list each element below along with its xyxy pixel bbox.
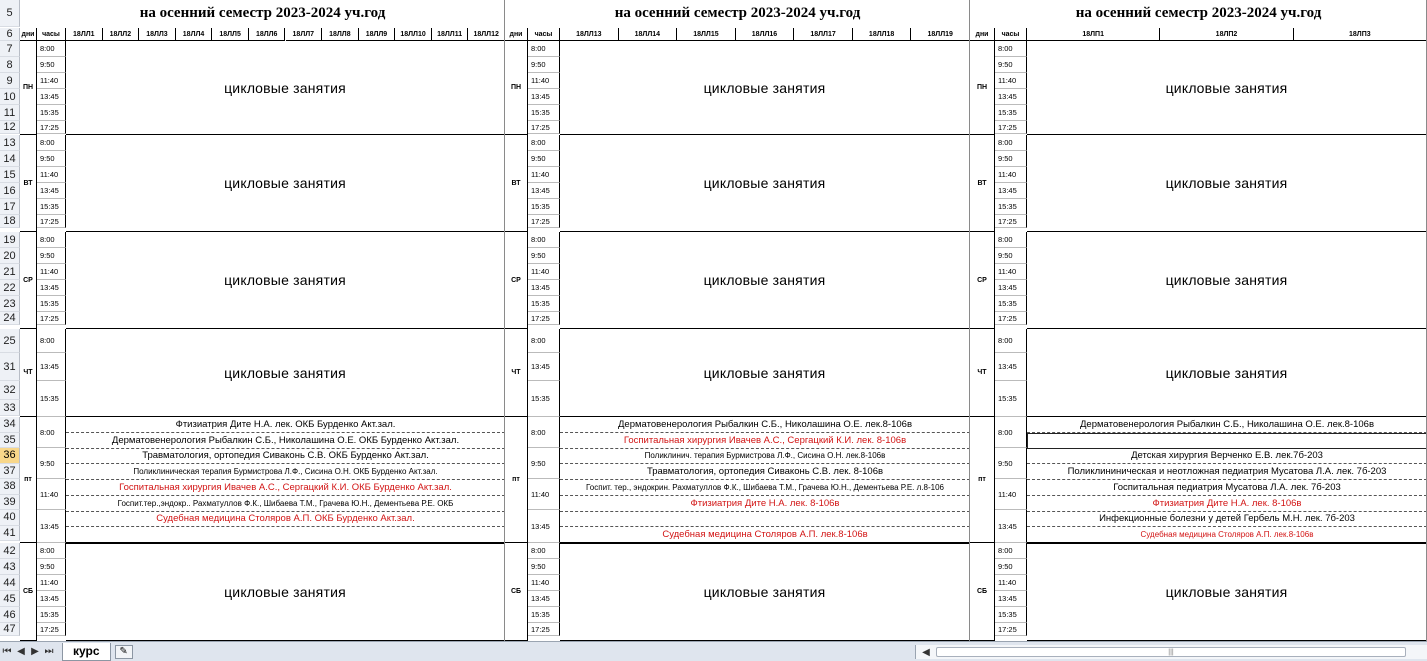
time-cell: 9:50 [37, 448, 66, 479]
hours-header: часы [995, 28, 1027, 41]
group-header: 18ЛЛ2 [103, 28, 140, 41]
row-header[interactable]: 34 [0, 417, 20, 433]
time-cell: 11:40 [528, 73, 560, 89]
time-cell: 8:00 [528, 329, 560, 353]
time-cell: 15:35 [37, 607, 66, 623]
days-header: дни [970, 28, 995, 41]
group-header: 18ЛП3 [1294, 28, 1427, 41]
cycle-classes-block[interactable]: циклoвые занятия [560, 543, 970, 641]
time-cell: 15:35 [995, 607, 1027, 623]
sheet-tab-bar [0, 641, 1427, 661]
row-header[interactable]: 20 [0, 248, 20, 264]
nav-next-icon[interactable]: ▶ [31, 646, 39, 657]
time-cell: 15:35 [37, 199, 66, 215]
cycle-classes-block[interactable]: циклoвые занятия [1027, 543, 1427, 641]
cycle-classes-block[interactable]: циклoвые занятия [66, 232, 505, 329]
friday-lecture-row[interactable]: Травматология, ортопедия Сиваконь С.В. ОКБ Бурденко Акт.зал. [66, 449, 505, 465]
time-cell: 9:50 [37, 57, 66, 73]
time-cell: 9:50 [528, 559, 560, 575]
time-cell: 13:45 [528, 89, 560, 105]
time-cell: 13:45 [37, 510, 66, 543]
time-cell: 15:35 [528, 105, 560, 121]
group-header: 18ЛЛ5 [212, 28, 249, 41]
time-cell: 15:35 [37, 105, 66, 121]
time-cell: 13:45 [37, 591, 66, 607]
time-cell: 15:35 [995, 296, 1027, 312]
time-cell: 13:45 [37, 280, 66, 296]
row-header[interactable]: 33 [0, 400, 20, 416]
friday-lecture-row[interactable]: Фтизиатрия Дите Н.А. лек. ОКБ Бурденко Акт.зал. [66, 417, 505, 433]
time-cell: 17:25 [528, 121, 560, 134]
group-header: 18ЛЛ16 [736, 28, 795, 41]
friday-lecture-row[interactable]: Госпитальная хирургия Ивачев А.С., Сергацкий К.И. лек. 8-106в [560, 433, 970, 449]
time-cell: 8:00 [37, 232, 66, 248]
group-header: 18ЛЛ12 [468, 28, 505, 41]
cycle-classes-block[interactable]: циклoвые занятия [66, 329, 505, 417]
group-header: 18ЛЛ8 [322, 28, 359, 41]
row-header[interactable]: 14 [0, 151, 20, 167]
row-header[interactable]: 45 [0, 591, 20, 607]
time-cell: 17:25 [528, 215, 560, 228]
time-cell: 8:00 [528, 135, 560, 151]
group-header: 18ЛЛ13 [560, 28, 619, 41]
row-header[interactable]: 41 [0, 526, 20, 542]
time-cell: 8:00 [528, 543, 560, 559]
time-cell: 15:35 [995, 199, 1027, 215]
group-header: 18ЛЛ11 [432, 28, 469, 41]
friday-lecture-row[interactable]: Поликлиническая терапия Бурмистрова Л.Ф., Сисина О.Н. ОКБ Бурденко Акт.зал. [66, 464, 505, 480]
group-header: 18ЛП2 [1160, 28, 1293, 41]
row-header[interactable]: 13 [0, 135, 20, 151]
day-label-sat: СБ [970, 543, 995, 641]
day-label-sat: СБ [20, 543, 37, 641]
cycle-classes-block[interactable]: циклoвые занятия [1027, 329, 1427, 417]
time-cell: 17:25 [528, 312, 560, 325]
time-cell: 15:35 [995, 381, 1027, 417]
friday-lecture-row[interactable]: Дерматовенерология Рыбалкин С.Б., Николашина О.Е. лек.8-106в [560, 417, 970, 433]
time-cell: 15:35 [528, 381, 560, 417]
time-cell: 11:40 [528, 264, 560, 280]
day-label-fri: пт [20, 417, 37, 543]
friday-lecture-row[interactable]: Госпитальная педиатрия Мусатова Л.А. лек. 7б-203 [1027, 480, 1427, 496]
friday-lecture-row[interactable]: Фтизиатрия Дите Н.А. лек. 8-106в [560, 496, 970, 512]
row-header[interactable]: 8 [0, 57, 20, 73]
day-label-wed: СР [20, 232, 37, 329]
time-cell: 13:45 [528, 591, 560, 607]
time-cell: 13:45 [995, 510, 1027, 543]
time-cell: 11:40 [37, 73, 66, 89]
row-header[interactable]: 36 [0, 448, 20, 464]
semester-title: на осенний семестр 2023-2024 уч.год [1075, 5, 1322, 21]
time-cell: 17:25 [995, 312, 1027, 325]
day-label-thu: ЧТ [505, 329, 528, 417]
time-cell: 8:00 [995, 329, 1027, 353]
time-cell: 8:00 [995, 232, 1027, 248]
time-cell: 15:35 [528, 296, 560, 312]
group-header: 18ЛЛ17 [794, 28, 853, 41]
row-header[interactable]: 25 [0, 329, 20, 353]
sheet-tab-kurs[interactable]: курс [62, 643, 111, 661]
row-header[interactable]: 40 [0, 510, 20, 526]
time-cell: 17:25 [37, 121, 66, 134]
time-cell: 17:25 [37, 623, 66, 636]
time-cell: 9:50 [995, 559, 1027, 575]
row-header[interactable]: 12 [0, 121, 20, 134]
row-header[interactable]: 21 [0, 264, 20, 280]
cycle-classes-block[interactable]: циклoвые занятия [66, 41, 505, 135]
group-header: 18ЛЛ6 [249, 28, 286, 41]
time-cell: 11:40 [37, 264, 66, 280]
day-label-mon: ПН [970, 41, 995, 135]
time-cell: 11:40 [528, 575, 560, 591]
time-cell: 11:40 [37, 479, 66, 510]
cycle-classes-block[interactable]: циклoвые занятия [1027, 41, 1427, 135]
time-cell: 15:35 [37, 296, 66, 312]
row-header[interactable]: 37 [0, 464, 20, 480]
time-cell: 13:45 [995, 353, 1027, 381]
row-header[interactable]: 15 [0, 167, 20, 183]
group-header: 18ЛЛ9 [359, 28, 396, 41]
time-cell: 17:25 [37, 215, 66, 228]
row-header[interactable]: 5 [0, 0, 20, 27]
days-header: дни [20, 28, 37, 41]
nav-first-icon[interactable]: ⏮ [2, 646, 12, 657]
time-cell: 15:35 [995, 105, 1027, 121]
friday-lecture-row[interactable]: Госпитальная хирургия Ивачев А.С., Сергацкий К.И. ОКБ Бурденко Акт.зал. [66, 480, 505, 496]
scroll-left-icon[interactable]: ◀ [922, 646, 930, 658]
time-cell: 8:00 [37, 41, 66, 57]
friday-lecture-row[interactable]: Дерматовенерология Рыбалкин С.Б., Николашина О.Е. лек.8-106в [1027, 417, 1427, 433]
nav-last-icon[interactable]: ⏭ [44, 646, 54, 657]
time-cell: 11:40 [528, 167, 560, 183]
row-header[interactable]: 44 [0, 575, 20, 591]
day-label-fri: пт [970, 417, 995, 543]
time-cell: 13:45 [995, 183, 1027, 199]
time-cell: 9:50 [528, 57, 560, 73]
row-header[interactable]: 10 [0, 89, 20, 105]
scrollbar-thumb[interactable]: ||| [936, 647, 1406, 657]
day-label-tue: ВТ [20, 135, 37, 232]
group-header: 18ЛЛ18 [853, 28, 912, 41]
friday-lecture-row[interactable] [560, 512, 970, 528]
time-cell: 13:45 [528, 183, 560, 199]
time-cell: 17:25 [528, 623, 560, 636]
time-cell: 8:00 [995, 41, 1027, 57]
row-header[interactable]: 9 [0, 73, 20, 89]
time-cell: 11:40 [995, 479, 1027, 510]
group-header: 18ЛЛ7 [286, 28, 323, 41]
group-header: 18ЛЛ15 [677, 28, 736, 41]
time-cell: 11:40 [37, 575, 66, 591]
row-header[interactable]: 42 [0, 543, 20, 559]
row-header[interactable]: 16 [0, 183, 20, 199]
row-header[interactable]: 11 [0, 105, 20, 121]
time-cell: 13:45 [995, 591, 1027, 607]
time-cell: 9:50 [528, 248, 560, 264]
day-label-sat: СБ [505, 543, 528, 641]
time-cell: 11:40 [995, 264, 1027, 280]
time-cell: 13:45 [528, 510, 560, 543]
time-cell: 17:25 [995, 121, 1027, 134]
friday-lecture-row[interactable]: Госпит.тер.,эндокр.. Рахматуллов Ф.К., Шибаева Т.М., Грачева Ю.Н., Дементьева Р.Е. ОКБ [66, 496, 505, 512]
time-cell: 9:50 [37, 248, 66, 264]
time-cell: 15:35 [528, 607, 560, 623]
row-header[interactable]: 22 [0, 280, 20, 296]
friday-lecture-row[interactable]: Детская хирургия Верченко Е.В. лек.7б-203 [1027, 449, 1427, 465]
day-label-tue: ВТ [505, 135, 528, 232]
days-header: дни [505, 28, 528, 41]
cycle-classes-block[interactable]: циклoвые занятия [560, 135, 970, 232]
day-label-wed: СР [505, 232, 528, 329]
time-cell: 8:00 [995, 135, 1027, 151]
row-header[interactable]: 17 [0, 199, 20, 215]
cycle-classes-block[interactable]: циклoвые занятия [560, 329, 970, 417]
time-cell: 11:40 [995, 73, 1027, 89]
time-cell: 17:25 [37, 312, 66, 325]
time-cell: 9:50 [528, 448, 560, 479]
row-header[interactable]: 19 [0, 232, 20, 248]
day-label-thu: ЧТ [970, 329, 995, 417]
group-header: 18ЛЛ10 [395, 28, 432, 41]
friday-lecture-row[interactable]: Судебная медицина Столяров А.П. лек.8-106в [560, 527, 970, 543]
time-cell: 9:50 [37, 559, 66, 575]
time-cell: 8:00 [37, 135, 66, 151]
row-header[interactable]: 46 [0, 607, 20, 623]
row-header[interactable]: 32 [0, 381, 20, 400]
time-cell: 15:35 [528, 199, 560, 215]
time-cell: 9:50 [995, 57, 1027, 73]
cycle-classes-block[interactable]: циклoвые занятия [66, 135, 505, 232]
time-cell: 8:00 [528, 417, 560, 448]
friday-lecture-row[interactable]: Судебная медицина Столяров А.П. ОКБ Бурденко Акт.зал. [66, 512, 505, 528]
row-header[interactable]: 35 [0, 433, 20, 449]
day-label-mon: ПН [20, 41, 37, 135]
day-label-wed: СР [970, 232, 995, 329]
horizontal-scrollbar[interactable] [915, 645, 1427, 659]
friday-lecture-row[interactable]: Инфекционные болезни у детей Гербель М.Н. лек. 7б-203 [1027, 512, 1427, 528]
friday-lecture-row[interactable] [1027, 433, 1427, 449]
friday-lecture-row[interactable] [66, 527, 505, 543]
row-header[interactable]: 6 [0, 28, 20, 41]
group-header: 18ЛЛ19 [911, 28, 970, 41]
row-header[interactable]: 38 [0, 479, 20, 495]
time-cell: 13:45 [995, 89, 1027, 105]
row-header[interactable]: 7 [0, 41, 20, 57]
day-label-tue: ВТ [970, 135, 995, 232]
time-cell: 11:40 [995, 167, 1027, 183]
time-cell: 13:45 [528, 353, 560, 381]
new-sheet-icon[interactable]: ✎ [115, 645, 133, 659]
friday-lecture-row[interactable]: Дерматовенерология Рыбалкин С.Б., Николашина О.Е. ОКБ Бурденко Акт.зал. [66, 433, 505, 449]
time-cell: 13:45 [37, 183, 66, 199]
row-header[interactable]: 23 [0, 296, 20, 312]
group-header: 18ЛЛ3 [139, 28, 176, 41]
row-header[interactable]: 47 [0, 623, 20, 636]
semester-title: на осенний семестр 2023-2024 уч.год [614, 5, 861, 21]
friday-lecture-row[interactable]: Травматология, ортопедия Сиваконь С.В. лек. 8-106в [560, 464, 970, 480]
time-cell: 9:50 [995, 248, 1027, 264]
time-cell: 17:25 [995, 623, 1027, 636]
friday-lecture-row[interactable]: Поликлинич. терапия Бурмистрова Л.Ф., Сисина О.Н. лек.8-106в [560, 449, 970, 465]
time-cell: 13:45 [37, 89, 66, 105]
time-cell: 8:00 [528, 41, 560, 57]
friday-lecture-row[interactable]: Госпит. тер., эндокрин. Рахматуллов Ф.К., Шибаева Т.М., Грачева Ю.Н., Дементьева Р.Е. л.8-106 [560, 480, 970, 496]
friday-lecture-row[interactable]: Фтизиатрия Дите Н.А. лек. 8-106в [1027, 496, 1427, 512]
row-header[interactable]: 18 [0, 215, 20, 228]
friday-lecture-row[interactable]: Поликлининическая и неотложная педиатрия Мусатова Л.А. лек. 7б-203 [1027, 464, 1427, 480]
time-cell: 8:00 [995, 417, 1027, 448]
time-cell: 11:40 [37, 167, 66, 183]
cycle-classes-block[interactable]: циклoвые занятия [66, 543, 505, 641]
time-cell: 8:00 [995, 543, 1027, 559]
day-label-thu: ЧТ [20, 329, 37, 417]
time-cell: 9:50 [995, 448, 1027, 479]
time-cell: 9:50 [995, 151, 1027, 167]
day-label-fri: пт [505, 417, 528, 543]
time-cell: 8:00 [528, 232, 560, 248]
time-cell: 8:00 [37, 543, 66, 559]
row-header[interactable]: 39 [0, 495, 20, 511]
hours-header: часы [37, 28, 66, 41]
row-header[interactable]: 31 [0, 353, 20, 381]
cycle-classes-block[interactable]: циклoвые занятия [560, 41, 970, 135]
semester-title: на осенний семестр 2023-2024 уч.год [139, 5, 386, 21]
nav-prev-icon[interactable]: ◀ [17, 646, 25, 657]
time-cell: 9:50 [37, 151, 66, 167]
row-header[interactable]: 24 [0, 312, 20, 325]
cycle-classes-block[interactable]: циклoвые занятия [560, 232, 970, 329]
time-cell: 9:50 [528, 151, 560, 167]
time-cell: 11:40 [528, 479, 560, 510]
time-cell: 13:45 [37, 353, 66, 381]
time-cell: 13:45 [995, 280, 1027, 296]
time-cell: 8:00 [37, 329, 66, 353]
time-cell: 8:00 [37, 417, 66, 448]
group-header: 18ЛЛ4 [176, 28, 213, 41]
group-header: 18ЛЛ14 [619, 28, 678, 41]
hours-header: часы [528, 28, 560, 41]
friday-lecture-row[interactable]: Судебная медицина Столяров А.П. лек.8-106в [1027, 527, 1427, 543]
group-header: 18ЛЛ1 [66, 28, 103, 41]
time-cell: 17:25 [995, 215, 1027, 228]
time-cell: 13:45 [528, 280, 560, 296]
row-header[interactable]: 43 [0, 559, 20, 575]
time-cell: 15:35 [37, 381, 66, 417]
cycle-classes-block[interactable]: циклoвые занятия [1027, 232, 1427, 329]
group-header: 18ЛП1 [1027, 28, 1160, 41]
time-cell: 11:40 [995, 575, 1027, 591]
cycle-classes-block[interactable]: циклoвые занятия [1027, 135, 1427, 232]
day-label-mon: ПН [505, 41, 528, 135]
